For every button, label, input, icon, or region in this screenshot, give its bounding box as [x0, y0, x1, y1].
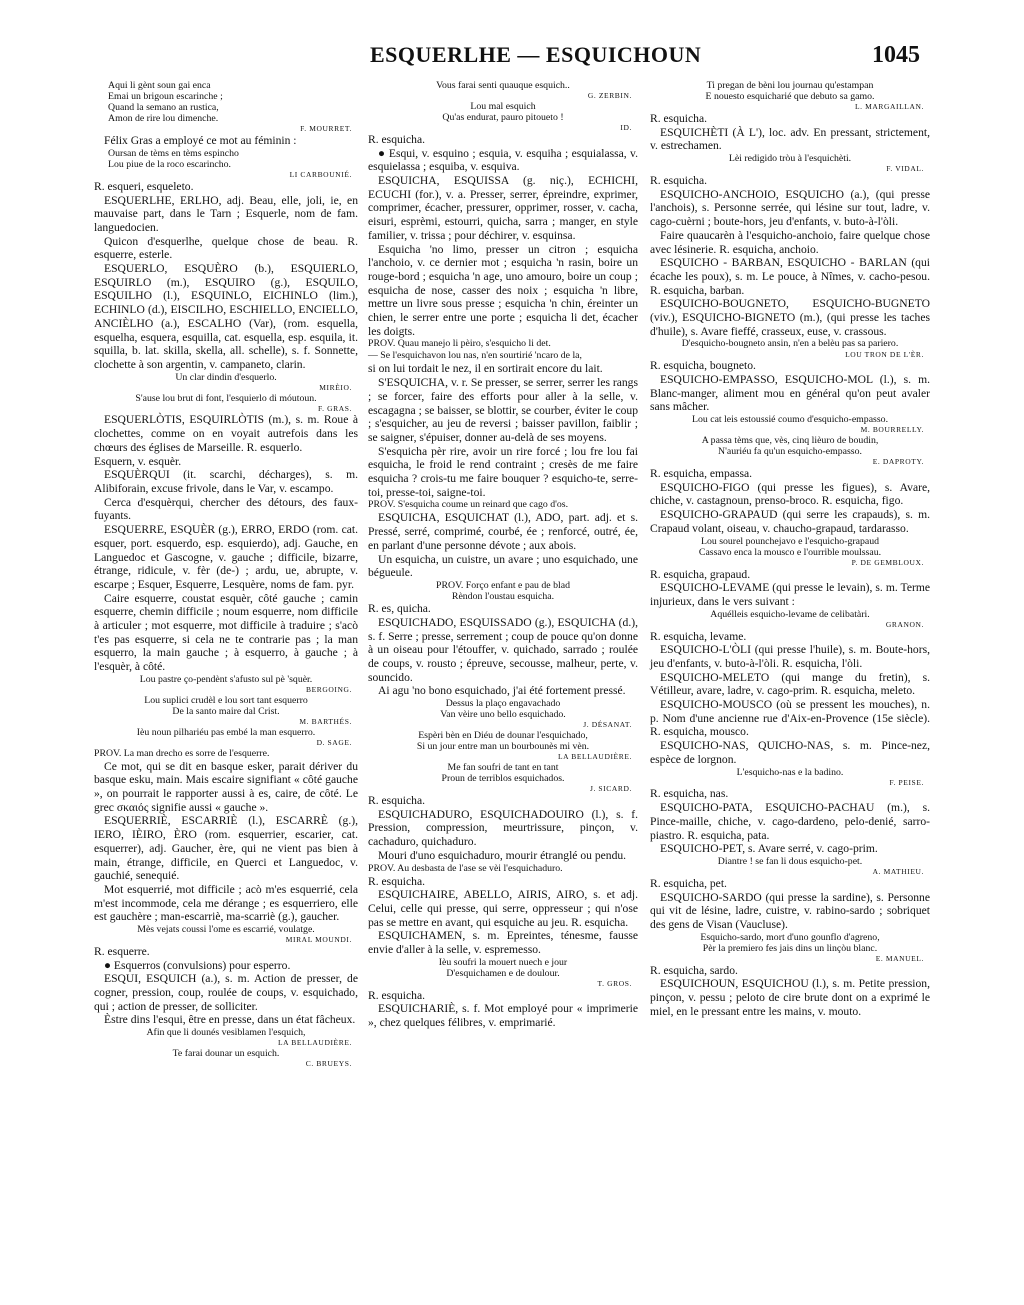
dictionary-entry: Cerca d'esquèrqui, chercher des détours, des faux-fuyants.	[94, 495, 358, 523]
quote-line: Lou pastre ço-pendènt s'afusto sul pè 'squèr.	[139, 673, 313, 685]
quote-line: Cassavo enca la mousco e l'ourrible moulssau.	[698, 546, 882, 558]
dictionary-entry: ESQUICHO-MELETO (qui mange du fretin), s. Vétilleur, avare, ladre, v. cago-prim. R. esquicha, meleto.	[650, 670, 930, 698]
text-line: si on lui tordait le nez, il en sortirait encore du lait.	[368, 362, 603, 376]
attribution: D. SAGE.	[316, 737, 352, 747]
quote-line: N'auriéu fa qu'un esquicho-empasso.	[718, 446, 862, 458]
text-line: R. esquicha.	[368, 794, 425, 808]
quote-line: Me fan soufri de tant en tant	[447, 762, 559, 774]
verse-line: Emai un brigoun escarinche ;	[108, 91, 223, 103]
quote-line: Lou mal esquich	[470, 100, 536, 112]
dictionary-entry: Mot esquerrié, mot difficile ; acò m'es esquerrié, cela m'est incommode, cela me dérange ; es esquerriero, elle est gauchère ; man-escarriè, ma-scarriè (g.), gaucher.	[94, 882, 358, 924]
attribution: M. BARTHÉS.	[299, 716, 352, 726]
text-line: R. esquicha.	[368, 132, 425, 146]
quote-line: Qu'as endurat, pauro pitoueto !	[442, 111, 564, 123]
text-line: R. esquicha, pet.	[650, 876, 727, 890]
dictionary-entry: Ce mot, qui se dit en basque esker, parait dériver du basque esku, main. Mais escaire signifiant « côté gauche », on pourrait le rapporter aussi à es, caire, de côté. Le grec σκαιός signifie aussi « gauche ».	[94, 759, 358, 814]
dictionary-entry: ESQUICHOUN, ESQUICHOU (l.), s. m. Petite pression, pinçon, v. pessu ; peloto de cire brute dont on a exprimé le miel, en le pressant entre les mains, v. mouto.	[650, 977, 930, 1018]
text-line: R. esqueri, esqueleto.	[94, 179, 194, 193]
text-line: R. esquicha.	[368, 874, 425, 888]
proverb-line: PROV. La man drecho es sorre de l'esquerre.	[94, 747, 270, 759]
dictionary-entry: ESQUICHAMEN, s. m. Epreintes, ténesme, fausse envie d'aller à la selle, v. espremesso.	[368, 929, 638, 957]
attribution: F. MOURRET.	[300, 124, 352, 134]
verse-line: Amon de rire lou dimenche.	[108, 113, 219, 125]
text-line: R. esquerre.	[94, 944, 150, 958]
quote-line: Si un jour entre man un bourbounès mi vèn.	[416, 741, 590, 753]
attribution: P. DE GEMBLOUX.	[851, 557, 924, 567]
text-line: R. es, quicha.	[368, 602, 431, 616]
attribution: C. BRUEYS.	[305, 1059, 352, 1069]
attribution: LOU TRON DE L'ÈR.	[845, 349, 924, 359]
attribution: ID.	[620, 123, 632, 133]
attribution: LI CARBOUNIÉ.	[289, 170, 352, 180]
column-right	[650, 80, 930, 1018]
text-line: R. esquicha.	[650, 173, 707, 187]
dictionary-entry: ESQUICHÈTI (À L'), loc. adv. En pressant, strictement, v. estrechamen.	[650, 125, 930, 153]
text-line: R. esquicha, bougneto.	[650, 359, 756, 373]
quote-line: S'ause lou brut di font, l'esquierlo di móutoun.	[135, 392, 317, 404]
dictionary-entry: ESQUICHO - BARBAN, ESQUICHO - BARLAN (qui écache les poux), s. m. Le pouce, à Nîmes, v. cacho-pesou. R. esquicha, barban.	[650, 256, 930, 297]
dictionary-entry: ESQUICHO-NAS, QUICHO-NAS, s. m. Pince-nez, espèce de lorgnon.	[650, 739, 930, 766]
quote-line: Ti pregan de bèni lou journau qu'estampan	[706, 80, 874, 91]
column-middle	[368, 80, 638, 1030]
dictionary-entry: ESQUERLÒTIS, ESQUIRLÒTIS (m.), s. m. Roue à clochettes, comme on en voyait autrefois dans les chœurs des églises de Marseille. R. esquerlo.	[94, 413, 358, 454]
quote-line: Lou cat leis estoussié coumo d'esquicho-empasso.	[691, 414, 889, 426]
attribution: MIRÈIO.	[319, 382, 352, 392]
dictionary-entry: ESQUICHO-FIGO (qui presse les figues), s. Avare, chiche, v. castagnoun, prenso-broco. R. esquicha, figo.	[650, 480, 930, 508]
attribution: G. ZERBIN.	[587, 91, 632, 101]
attribution: E. MANUEL.	[875, 953, 924, 963]
attribution: A. MATHIEU.	[872, 867, 924, 877]
dictionary-entry: ESQUÈRQUI (it. scarchi, décharges), s. m. Alibiforain, excuse frivole, dans le Var, v. escampo.	[94, 468, 358, 495]
dictionary-entry: ESQUICHARIÈ, s. f. Mot employé pour « imprimerie », chez quelques félibres, v. emprimarié.	[368, 1002, 638, 1030]
quote-line: Te farai dounar un esquich.	[172, 1048, 280, 1060]
quote-line: Proun de terriblos esquichados.	[441, 773, 565, 785]
dictionary-entry: S'esquicha pèr rire, avoir un rire forcé ; lou fre lou fai esquicha, le froid le rend contraint ; cresès de me faire esquicha ? crois-tu me faire bouquer ? esquicho-te, serre-toi, presse-toi, saigne-toi.	[368, 444, 638, 499]
dictionary-entry: ESQUERLHE, ERLHO, adj. Beau, elle, joli, ie, en mauvaise part, dans le Tarn ; Esquerle, nom de fam. languedocien.	[94, 193, 358, 234]
text-line: R. esquicha, empassa.	[650, 467, 753, 480]
page-header	[0, 42, 1024, 82]
text-line: R. esquicha, grapaud.	[650, 567, 751, 581]
quote-line: Rèndon l'oustau esquicha.	[451, 591, 555, 603]
quote-line: E nouesto esquicharié que debuto sa gamo.	[705, 91, 875, 103]
quote-line: Lèi redigido tròu à l'esquichèti.	[728, 153, 852, 165]
dictionary-entry: Èstre dins l'esqui, être en presse, dans un état fâcheux.	[104, 1013, 356, 1027]
quote-line: Ièu noun pilhariéu pas embé la man esquerro.	[136, 726, 316, 738]
dictionary-entry: Caire esquerre, coustat esquèr, côté gauche ; camin esquerre, chemin difficile ; noum esquerre, nom difficile à articuler ; mot esquerre, mot difficile à traduire ; s'acò t'es pas esquerre, si cela ne te contrarie pas ; la man esquerro, la main gauche ; à esquerro, à gauche ; à l'esquèr, à côté.	[94, 591, 358, 674]
text-line: R. esquicha, nas.	[650, 787, 729, 801]
dictionary-entry: ESQUICHAIRE, ABELLO, AIRIS, AIRO, s. et adj. Celui, celle qui presse, qui serre, oppresseur ; qui n'ose pas se mettre en avant, qui esquiche au jeu. R. esquicha.	[368, 888, 638, 929]
dictionary-entry: ESQUICHO-PATA, ESQUICHO-PACHAU (m.), s. Pince-maille, chiche, v. cago-dardeno, pelo-denié, sarro-piastro. R. esquicha, pata.	[650, 801, 930, 842]
dictionary-entry: ESQUICHADO, ESQUISSADO (g.), ESQUICHA (d.), s. f. Serre ; presse, serrement ; coup de pouce qu'on donne à un oiseau pour l'étouffer, v. quichado, sarrado ; roulée de coups, v. rousto ; épreuve, secousse, malheur, perte, v. souncido.	[368, 615, 638, 684]
quote-line: D'esquicho-bougneto ansin, n'en a belèu pas sa pariero.	[681, 338, 899, 350]
quote-line: Ièu soufri la mouert nuech e jour	[438, 956, 568, 968]
attribution: L. MARGAILLAN.	[854, 102, 924, 112]
dictionary-entry: ESQUICHADURO, ESQUICHADOUIRO (l.), s. f. Pression, compression, meurtrissure, pinçon, v. cachaduro, quichaduro.	[368, 807, 638, 849]
attribution: LA BELLAUDIÈRE.	[558, 752, 632, 762]
text-line: R. esquicha.	[650, 111, 707, 125]
quote-line: Afin que li dounés vesiblamen l'esquich,	[146, 1027, 306, 1039]
dictionary-entry: ● Esqui, v. esquino ; esquia, v. esquiha ; esquialassa, v. esquielassa ; esquiba, v. esquiva.	[368, 146, 638, 174]
dictionary-entry: ESQUICHO-LEVAME (qui presse le levain), s. m. Terme injurieux, dans le vers suivant :	[650, 581, 930, 608]
quote-line: A passa tèms que, vès, cinq lièuro de boudin,	[701, 435, 879, 447]
dictionary-entry: Faire quaucarèn à l'esquicho-anchoio, faire quelque chose avec lésinerie. R. esquicha, anchoio.	[650, 228, 930, 256]
dictionary-entry: ESQUICHO-ANCHOIO, ESQUICHO (a.), (qui presse l'anchois), s. Personne serrée, qui lésine sur tout, ladre, v. cago-cuèrni ; boute-hors, jeu d'enfants, v. buto-à-l'òli.	[650, 187, 930, 229]
proverb-line: PROV. Au desbasta de l'ase se vèi l'esquichaduro.	[368, 862, 563, 874]
dictionary-entry: Ai agu 'no bono esquichado, j'ai été fortement pressé.	[378, 684, 626, 698]
attribution: F. VIDAL.	[886, 164, 924, 174]
dictionary-entry: Félix Gras a employé ce mot au féminin :	[104, 134, 297, 148]
quote-line: Dessus la plaço engavachado	[445, 698, 561, 710]
quote-line: PROV. Forço enfant e pau de blad	[436, 579, 570, 591]
attribution: J. SICARD.	[589, 784, 632, 794]
attribution: M. BOURRELLY.	[860, 425, 924, 435]
text-line: R. esquicha, levame.	[650, 629, 747, 643]
quote-line: Aquélleis esquicho-levame de celibatàri.	[710, 608, 870, 620]
attribution: LA BELLAUDIÈRE.	[278, 1038, 352, 1048]
quote-line: Pèr la premiero fes jais dins un linçòu blanc.	[702, 942, 878, 954]
quote-line: D'esquichamen e de doulour.	[446, 967, 560, 979]
quote-line: De la santo maire dal Crist.	[172, 705, 280, 717]
proverb-line: PROV. Quau manejo li pèiro, s'esquicho li det.	[368, 338, 551, 350]
dictionary-entry: ESQUICHO-MOUSCO (où se pressent les mouches), n. p. Nom d'une ancienne rue d'Aix-en-Provence (15e siècle). R. esquicha, mousco.	[650, 698, 930, 739]
dictionary-entry: ESQUICHO-L'ÒLI (qui presse l'huile), s. m. Boute-hors, jeu d'enfants, v. buto-à-l'òli. R. esquicha, l'òli.	[650, 643, 930, 670]
dictionary-entry: ESQUERRIÈ, ESCARRIÈ (l.), ESCARRÈ (g.), IERO, IÈIRO, ÈRO (rom. esquerrier, escarier, cat. esquerrer), adj. Gaucher, ère, qui ne vient pas bien à main, étrange, difficile, en Querci et Languedoc, v. gauchié, senequié.	[94, 814, 358, 883]
dictionary-entry: ESQUICHO-BOUGNETO, ESQUICHO-BUGNETO (viv.), ESQUICHO-BIGNETO (m.), (qui presse les taches d'huile), s. Avare fieffé, crasseux, euse, v. crassous.	[650, 297, 930, 338]
quote-line: Lou suplici crudèl e lou sort tant esquerro	[144, 694, 308, 706]
text-line: R. esquicha, sardo.	[650, 963, 738, 977]
dictionary-entry: ESQUI, ESQUICH (a.), s. m. Action de presser, de cogner, pression, coup, roulée de coups, v. esquichado, qui ; action de presser, de solliciter.	[94, 972, 358, 1013]
attribution: BERGOING.	[305, 684, 352, 694]
verse-line: Quand la semano an rustica,	[108, 102, 219, 114]
quote-line: Mès vejats coussi l'ome es escarrié, voulatge.	[137, 924, 315, 936]
quote-line: Espèri bèn en Diéu de dounar l'esquichado,	[418, 730, 588, 742]
verse-line: Aqui li gènt soun gai enca	[108, 80, 211, 91]
attribution: T. GROS.	[597, 978, 632, 988]
dictionary-entry: Quicon d'esquerlhe, quelque chose de beau. R. esquerre, esterle.	[94, 234, 358, 262]
attribution: F. PEISE.	[889, 777, 924, 787]
dictionary-entry: ESQUICHO-GRAPAUD (qui serre les crapauds), s. m. Crapaud volant, oiseau, v. chaucho-grapaud, tardarasso.	[650, 508, 930, 535]
dictionary-entry: Un esquicha, un cuistre, un avare ; uno esquichado, une bégueule.	[368, 552, 638, 580]
quote-line: Lou sourel pounchejavo e l'esquicho-grapaud	[700, 535, 880, 547]
quote-line: Esquicho-sardo, mort d'uno gounflo d'agreno,	[700, 931, 880, 943]
proverb-line: PROV. S'esquicha coume un reinard que cago d'os.	[368, 499, 569, 511]
dictionary-entry: ESQUERRE, ESQUÈR (g.), ERRO, ERDO (rom. cat. esquer, port. esquerdo, esp. esquierdo), adj. Gauche, en Languedoc et Gascogne, v. gauche ; difficile, bizarre, étrange, ridicule, v. fèr (de-) ; ardu, ue, abrupte, v. escarpe ; Esquer, Esquerre, Lesquère, noms de fam. pyr.	[94, 523, 358, 591]
attribution: GRANON.	[885, 619, 924, 629]
quote-line: Diantre ! se fan li dous esquicho-pet.	[717, 855, 863, 867]
verse-line: Oursan de tèms en tèms espincho	[108, 147, 239, 159]
attribution: F. GRAS.	[317, 403, 352, 413]
dictionary-entry: Mouri d'uno esquichaduro, mourir étranglé ou pendu.	[378, 848, 627, 862]
dictionary-entry: S'ESQUICHA, v. r. Se presser, se serrer, serrer les rangs ; se forcer, faire des efforts pour aller à la selle, v. escagagna ; se baisser, se blottir, se courber, éviter le coup ; s'esquicher, au jeu de reversi ; baisser pavillon, faiblir ; se saigner, s'épuiser, donner au-delà de ses moyens.	[368, 376, 638, 444]
quote-line: Un clar dindin d'esquerlo.	[175, 371, 277, 383]
dictionary-entry: ESQUICHA, ESQUICHAT (l.), ADO, part. adj. et s. Pressé, serré, comprimé, courbé, ée ; renforcé, outré, ée, en parlant d'une personne dévote ; aux abois.	[368, 511, 638, 552]
dictionary-entry: ESQUERLO, ESQUÈRO (b.), ESQUIERLO, ESQUIRLO (m.), ESQUIRO (g.), ESQUILO, ESQUILHO (l.), ESQUINLO, EICHINLO (lim.), ECHINLO (d.), EISCILHO, ESCHIELLO, ENCIELLO, ANCIÈLHO (a.), ESCALHO (Var), (rom. esquella, esquelha, esquera, esquilla, cat. esquella, esp. esquila, it. squilla, b. lat. skilla, skella, all. schelle), s. f. Sonnette, clochette à son argentin, v. campaneto, clarin.	[94, 262, 358, 371]
page-number: 1045	[872, 42, 920, 68]
attribution: E. DAPROTY.	[872, 457, 924, 467]
quote-line: L'esquicho-nas e la badino.	[736, 766, 844, 778]
text-line: R. esquicha.	[368, 988, 425, 1002]
text-line: Esquern, v. esquèr.	[94, 454, 182, 468]
quote-line: Vous farai senti quauque esquich..	[436, 80, 570, 91]
verse-line: Lou piue de la roco escarincho.	[108, 158, 231, 170]
dictionary-entry: ● Esquerros (convulsions) pour esperro.	[104, 958, 291, 972]
dictionary-entry: Esquicha 'no limo, presser un citron ; esquicha l'anchoio, v. ce dernier mot ; esquicha 'n rasin, boire un rouge-bord ; esquicha 'n age, uno amouro, boire un coup ; esquicha de nose, casser des noix ; esquicha 'n libre, mettre un livre sous presse ; esquicha 'n chin, éreinter un chien, le serrer entre une porte ; esquicha li det, écacher les doigts.	[368, 242, 638, 338]
dictionary-entry: ESQUICHO-EMPASSO, ESQUICHO-MOL (l.), s. m. Blanc-manger, aliment mou en général qu'on peut avaler sans mâcher.	[650, 373, 930, 414]
running-title: ESQUERLHE — ESQUICHOUN	[370, 42, 702, 67]
dictionary-entry: ESQUICHA, ESQUISSA (g. niç.), ECHICHI, ECUCHI (for.), v. a. Presser, serrer, épreindre, exprimer, comprimer, écacher, pressurer, opprimer, rosser, v. cacha, eisuri, esprèmi, estourri, quicha, sarra ; manger, en style familier, v. trissa ; pour déchirer, v. esquinsa.	[368, 173, 638, 242]
column-left	[94, 80, 358, 1069]
attribution: MIRAL MOUNDI.	[285, 935, 352, 945]
quote-line: Van vèire uno bello esquichado.	[440, 709, 566, 721]
dictionary-entry: ESQUICHO-SARDO (qui presse la sardine), s. Personne qui vit de lésine, ladre, cuistre, v. rabino-sardo ; sobriquet des gens de Visan (Vaucluse).	[650, 890, 930, 931]
attribution: J. DÉSANAT.	[583, 720, 632, 730]
dictionary-entry: ESQUICHO-PET, s. Avare serré, v. cago-prim.	[660, 842, 878, 856]
proverb-line: — Se l'esquichavon lou nas, n'en sourtirié 'ncaro de la,	[368, 350, 582, 362]
